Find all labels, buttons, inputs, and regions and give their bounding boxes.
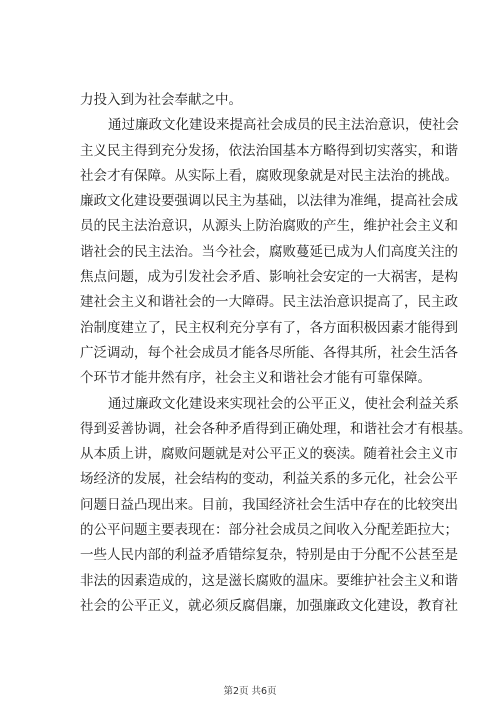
text-line: 廉政文化建设要强调以民主为基础，以法律为准绳，提高社会成: [80, 193, 458, 210]
text-line: 力投入到为社会奉献之中。: [80, 92, 242, 108]
page-number-label: 第2页 共6页: [223, 686, 277, 697]
text-line: 问题日益凸现出来。目前，我国经济社会生活中存在的比较突出: [80, 496, 458, 513]
text-line: 的公平问题主要表现在：部分社会成员之间收入分配差距拉大；: [80, 522, 458, 539]
text-line: 主义民主得到充分发扬，依法治国基本方略得到切实落实，和谐: [80, 142, 458, 159]
text-line: 员的民主法治意识，从源头上防治腐败的产生，维护社会主义和: [80, 218, 458, 235]
text-line: 焦点问题，成为引发社会矛盾、影响社会安定的一大祸害，是构: [80, 269, 458, 286]
text-line: 通过廉政文化建设来提高社会成员的民主法治意识，使社会: [108, 117, 459, 134]
text-line: 谐社会的民主法治。当今社会，腐败蔓延已成为人们高度关注的: [80, 243, 458, 260]
text-line: 一些人民内部的利益矛盾错综复杂，特别是由于分配不公甚至是: [80, 547, 458, 564]
text-line: 场经济的发展，社会结构的变动，利益关系的多元化，社会公平: [80, 471, 458, 488]
text-line: 建社会主义和谐社会的一大障碍。民主法治意识提高了，民主政: [80, 294, 458, 311]
text-line: 广泛调动，每个社会成员才能各尽所能、各得其所，社会生活各: [80, 344, 458, 361]
text-line: 非法的因素造成的，这是滋长腐败的温床。要维护社会主义和谐: [80, 572, 458, 589]
text-line: 得到妥善协调，社会各种矛盾得到正确处理，和谐社会才有根基。: [80, 420, 472, 437]
text-line: 治制度建立了，民主权利充分享有了，各方面积极因素才能得到: [80, 319, 458, 336]
text-line: 个环节才能井然有序，社会主义和谐社会才能有可靠保障。: [80, 370, 431, 387]
page-footer: [0, 683, 500, 697]
text-line: 社会才有保障。从实际上看，腐败现象就是对民主法治的挑战。: [80, 167, 458, 184]
text-line: 通过廉政文化建设来实现社会的公平正义，使社会利益关系: [108, 395, 459, 412]
text-line: 社会的公平正义，就必须反腐倡廉，加强廉政文化建设，教育社: [80, 597, 458, 614]
text-line: 从本质上讲，腐败问题就是对公平正义的亵渎。随着社会主义市: [80, 446, 458, 463]
document-body: [80, 88, 472, 619]
